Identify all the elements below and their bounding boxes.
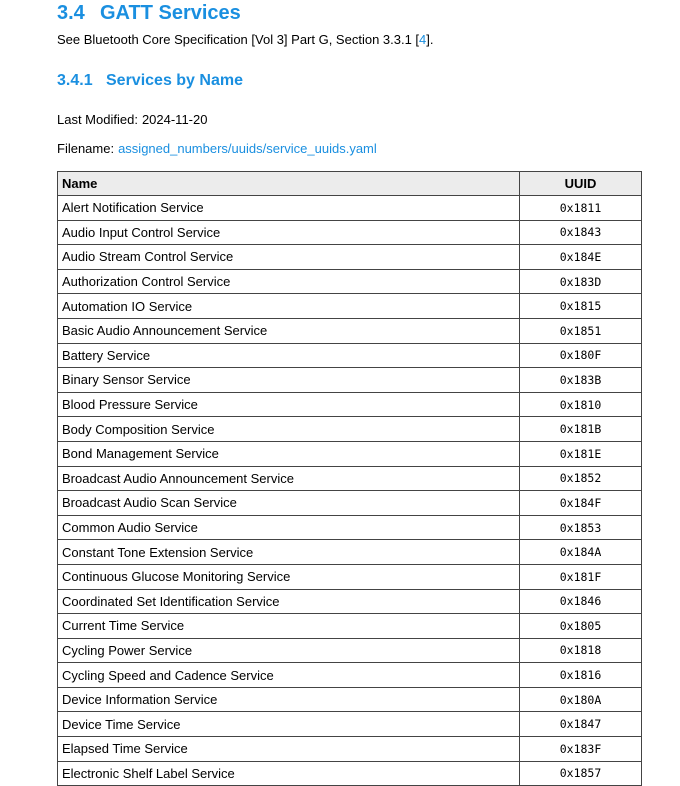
service-uuid: 0x1816 <box>520 663 642 688</box>
service-name: Body Composition Service <box>58 417 520 442</box>
service-name: Bond Management Service <box>58 441 520 466</box>
table-row <box>58 343 642 368</box>
service-uuid: 0x180F <box>520 343 642 368</box>
service-name: Continuous Glucose Monitoring Service <box>58 564 520 589</box>
service-uuid: 0x1818 <box>520 638 642 663</box>
service-name: Basic Audio Announcement Service <box>58 318 520 343</box>
service-uuid: 0x181E <box>520 441 642 466</box>
service-uuid: 0x181F <box>520 564 642 589</box>
table-row <box>58 687 642 712</box>
table-row <box>58 761 642 786</box>
service-uuid: 0x1857 <box>520 761 642 786</box>
service-uuid: 0x1805 <box>520 614 642 639</box>
service-name: Electronic Shelf Label Service <box>58 761 520 786</box>
table-row <box>58 417 642 442</box>
table-row <box>58 564 642 589</box>
table-header-row <box>58 172 642 196</box>
intro-text-end: ]. <box>426 32 434 47</box>
filename <box>57 141 377 156</box>
service-name: Elapsed Time Service <box>58 737 520 762</box>
service-name: Cycling Speed and Cadence Service <box>58 663 520 688</box>
table-row <box>58 245 642 270</box>
service-uuid: 0x1815 <box>520 294 642 319</box>
service-name: Authorization Control Service <box>58 269 520 294</box>
intro-text: See Bluetooth Core Specification [Vol 3] Part G, Section 3.3.1 [ <box>57 32 420 47</box>
service-uuid: 0x181B <box>520 417 642 442</box>
reference-link[interactable]: 4 <box>419 32 427 47</box>
table-row <box>58 491 642 516</box>
service-uuid: 0x1847 <box>520 712 642 737</box>
intro-paragraph <box>57 32 434 47</box>
table-row <box>58 540 642 565</box>
service-uuid: 0x1852 <box>520 466 642 491</box>
table-row <box>58 318 642 343</box>
table-row <box>58 269 642 294</box>
service-uuid: 0x184E <box>520 245 642 270</box>
filename-link[interactable]: assigned_numbers/uuids/service_uuids.yaml <box>118 141 377 156</box>
table-row <box>58 638 642 663</box>
section-number: 3.4 <box>57 2 85 24</box>
service-name: Automation IO Service <box>58 294 520 319</box>
service-name: Battery Service <box>58 343 520 368</box>
service-name: Audio Stream Control Service <box>58 245 520 270</box>
table-row <box>58 515 642 540</box>
service-uuid: 0x1846 <box>520 589 642 614</box>
table-row <box>58 392 642 417</box>
table-row <box>58 737 642 762</box>
service-name: Constant Tone Extension Service <box>58 540 520 565</box>
service-uuid: 0x1851 <box>520 318 642 343</box>
service-name: Current Time Service <box>58 614 520 639</box>
section-heading <box>57 2 241 25</box>
column-header-uuid: UUID <box>520 172 642 196</box>
table-row <box>58 368 642 393</box>
table-row <box>58 712 642 737</box>
service-uuid: 0x184F <box>520 491 642 516</box>
service-name: Device Information Service <box>58 687 520 712</box>
service-name: Broadcast Audio Announcement Service <box>58 466 520 491</box>
service-uuid: 0x183F <box>520 737 642 762</box>
table-row <box>58 220 642 245</box>
service-name: Device Time Service <box>58 712 520 737</box>
service-uuid: 0x180A <box>520 687 642 712</box>
subsection-title: Services by Name <box>106 72 243 89</box>
service-name: Coordinated Set Identification Service <box>58 589 520 614</box>
table-row <box>58 589 642 614</box>
last-modified-label: Last Modified: <box>57 112 138 127</box>
table-row <box>58 441 642 466</box>
last-modified-value: 2024-11-20 <box>141 112 208 127</box>
last-modified <box>57 112 207 127</box>
table-row <box>58 663 642 688</box>
column-header-name: Name <box>58 172 520 196</box>
service-uuid: 0x1811 <box>520 196 642 221</box>
section-title: GATT Services <box>100 2 241 24</box>
table-row <box>58 294 642 319</box>
service-name: Broadcast Audio Scan Service <box>58 491 520 516</box>
table-row <box>58 196 642 221</box>
service-name: Cycling Power Service <box>58 638 520 663</box>
service-uuid: 0x1853 <box>520 515 642 540</box>
service-name: Blood Pressure Service <box>58 392 520 417</box>
services-table <box>57 171 642 786</box>
service-uuid: 0x1810 <box>520 392 642 417</box>
service-name: Alert Notification Service <box>58 196 520 221</box>
table-row <box>58 614 642 639</box>
service-uuid: 0x183D <box>520 269 642 294</box>
subsection-heading <box>57 72 243 90</box>
filename-label: Filename: <box>57 141 115 156</box>
service-name: Audio Input Control Service <box>58 220 520 245</box>
subsection-number: 3.4.1 <box>57 72 93 89</box>
service-name: Binary Sensor Service <box>58 368 520 393</box>
table-row <box>58 466 642 491</box>
service-uuid: 0x1843 <box>520 220 642 245</box>
service-name: Common Audio Service <box>58 515 520 540</box>
service-uuid: 0x183B <box>520 368 642 393</box>
service-uuid: 0x184A <box>520 540 642 565</box>
